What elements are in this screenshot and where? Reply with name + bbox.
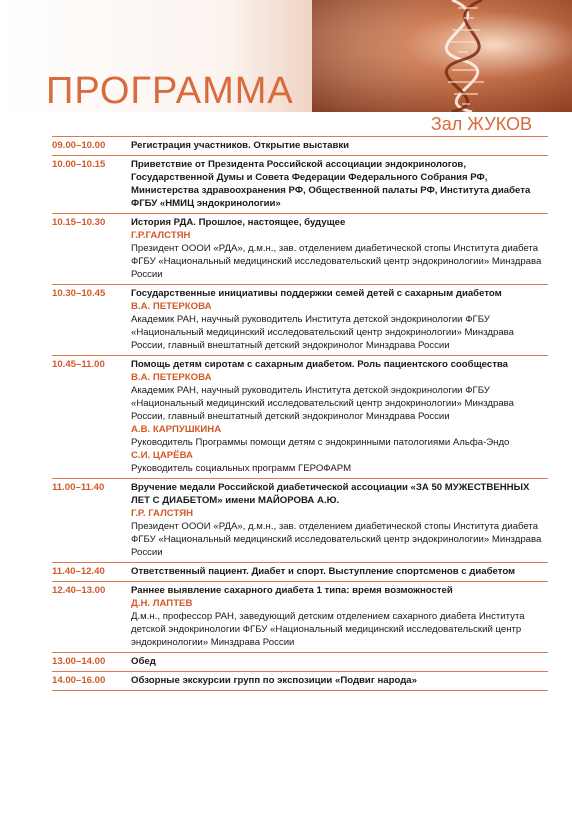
program-row (52, 155, 548, 213)
speaker (131, 423, 548, 449)
session-content (131, 358, 548, 475)
session-topic: Государственные инициативы поддержки семей детей с сахарным диабетом (131, 288, 502, 299)
session-topic: История РДА. Прошлое, настоящее, будущее (131, 217, 346, 228)
speaker (131, 507, 548, 559)
speaker (131, 229, 548, 281)
speaker (131, 371, 548, 423)
program-row (52, 581, 548, 652)
speaker-name: Д.Н. ЛАПТЕВ (131, 598, 193, 609)
program-row (52, 136, 548, 155)
session-time: 10.15–10.30 (52, 217, 106, 228)
session-topic: Регистрация участников. Открытие выставки (131, 140, 350, 151)
speaker-name: С.И. ЦАРЁВА (131, 450, 193, 461)
session-time: 10.45–11.00 (52, 359, 105, 370)
speaker-description: Д.м.н., профессор РАН, заведующий детским отделением сахарного диабета Института детской эндокринологии ФГБУ «Национальный медицинский исследовательский центр эндокринологии» Минздрава России (131, 611, 525, 648)
session-content (131, 481, 548, 559)
session-time: 12.40–13.00 (52, 585, 106, 596)
speaker-name: Г.Р. ГАЛСТЯН (131, 508, 194, 519)
program-row (52, 284, 548, 355)
session-topic: Приветствие от Президента Российской ассоциации эндокринологов, Государственной Думы и Совета Федерации Федерального Собрания РФ, Министерства здравоохранения РФ, Общественной палаты РФ, Института диабета ФГБУ «НМИЦ эндокринологии» (131, 159, 531, 209)
session-topic: Вручение медали Российской диабетической ассоциации «ЗА 50 МУЖЕСТВЕННЫХ ЛЕТ С ДИАБЕТОМ» имени МАЙОРОВА А.Ю. (131, 482, 530, 506)
session-topic: Ответственный пациент. Диабет и спорт. Выступление спортсменов с диабетом (131, 566, 516, 577)
session-time: 11.40–12.40 (52, 566, 105, 577)
speaker-name: В.А. ПЕТЕРКОВА (131, 372, 212, 383)
session-time: 09.00–10.00 (52, 140, 106, 151)
speaker (131, 597, 548, 649)
speaker-name: А.В. КАРПУШКИНА (131, 424, 222, 435)
speaker-description: Академик РАН, научный руководитель Института детской эндокринологии ФГБУ «Национальный медицинский исследовательский центр эндокринологии» Минздрава России, главный внештатный детский эндокринолог Минздрава России (131, 385, 514, 422)
program-row (52, 671, 548, 691)
session-topic: Помощь детям сиротам с сахарным диабетом. Роль пациентского сообщества (131, 359, 509, 370)
session-content (131, 216, 548, 281)
program-row (52, 355, 548, 478)
session-time: 14.00–16.00 (52, 675, 106, 686)
program-row (52, 478, 548, 562)
program-row (52, 652, 548, 671)
session-time: 13.00–14.00 (52, 656, 106, 667)
program-row (52, 562, 548, 581)
session-topic: Обед (131, 656, 156, 667)
session-content (131, 674, 548, 687)
speaker-description: Руководитель социальных программ ГЕРОФАРМ (131, 463, 352, 474)
page-title: ПРОГРАММА (46, 70, 294, 112)
session-content (131, 287, 548, 352)
speaker-description: Президент ОООИ «РДА», д.м.н., зав. отделением диабетической стопы Института диабета ФГБУ «Национальный медицинский исследовательский центр эндокринологии» Минздрава России (131, 243, 542, 280)
program-row (52, 213, 548, 284)
speaker (131, 300, 548, 352)
speaker-name: В.А. ПЕТЕРКОВА (131, 301, 212, 312)
session-content (131, 565, 548, 578)
session-time: 11.00–11.40 (52, 482, 105, 493)
session-topic: Обзорные экскурсии групп по экспозиции «Подвиг народа» (131, 675, 417, 686)
program-table (52, 136, 548, 691)
speaker-description: Академик РАН, научный руководитель Института детской эндокринологии ФГБУ «Национальный медицинский исследовательский центр эндокринологии» Минздрава России, главный внештатный детский эндокринолог Минздрава России (131, 314, 514, 351)
speaker-description: Президент ОООИ «РДА», д.м.н., зав. отделением диабетической стопы Института диабета ФГБУ «Национальный медицинский исследовательский центр эндокринологии» Минздрава России (131, 521, 542, 558)
session-content (131, 158, 548, 210)
session-topic: Раннее выявление сахарного диабета 1 типа: время возможностей (131, 585, 453, 596)
speaker-name: Г.Р.ГАЛСТЯН (131, 230, 191, 241)
hall-name: Зал ЖУКОВ (430, 114, 532, 134)
session-time: 10.00–10.15 (52, 159, 106, 170)
speaker-description: Руководитель Программы помощи детям с эндокринными патологиями Альфа-Эндо (131, 437, 510, 448)
session-content (131, 139, 548, 152)
session-content (131, 584, 548, 649)
speaker (131, 449, 548, 475)
session-content (131, 655, 548, 668)
session-time: 10.30–10.45 (52, 288, 106, 299)
dna-helix-icon (392, 0, 532, 112)
